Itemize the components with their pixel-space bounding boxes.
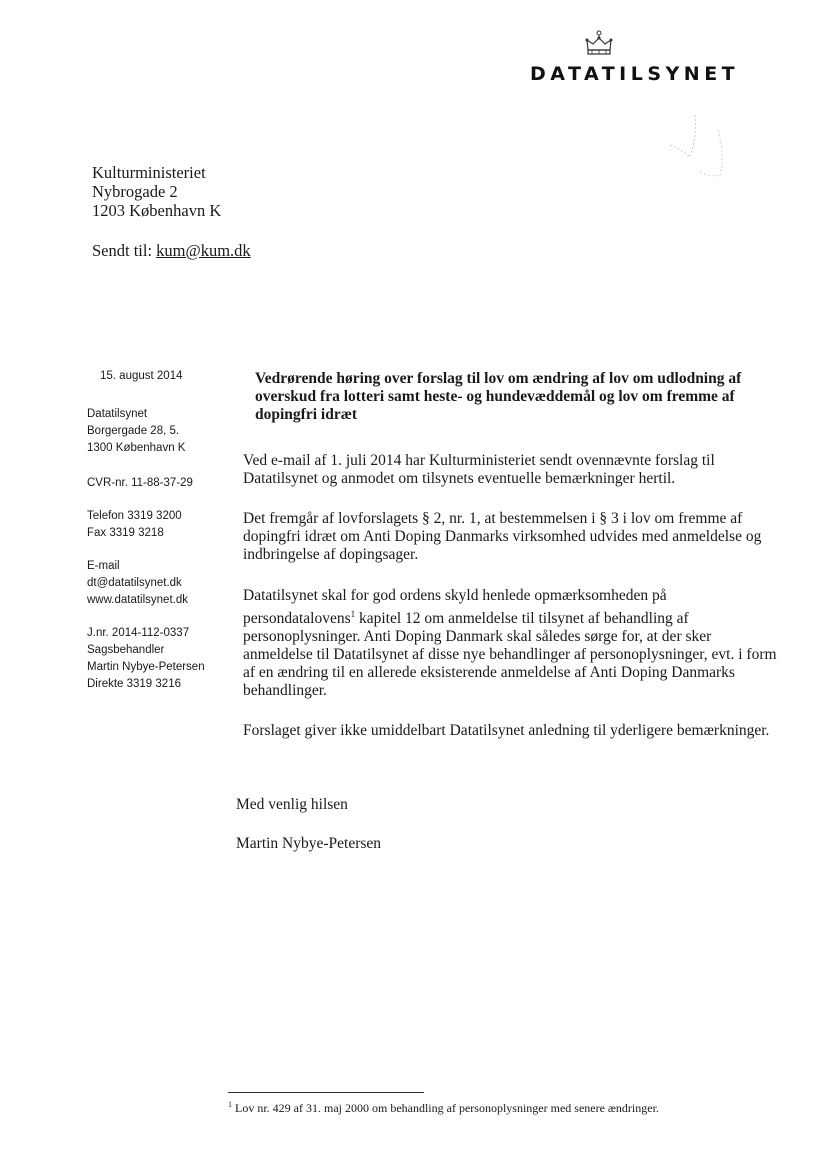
sent-to-email-link[interactable]: kum@kum.dk (156, 241, 251, 260)
email-label: E-mail (87, 560, 120, 572)
body-paragraph-4: Forslaget giver ikke umiddelbart Datatilsynet anledning til yderligere bemærkninger. (243, 722, 770, 739)
recipient-line: Nybrogade 2 (92, 182, 178, 201)
case-info (87, 625, 205, 693)
phone-number: Telefon 3319 3200 (87, 510, 182, 522)
sent-to (92, 241, 251, 261)
paragraph-3-text-b: kapitel 12 om anmeldelse til tilsynet af behandling af personoplysninger. Anti Doping Danmark skal således sørge for, at der sker anmeldelse til Datatilsynet af disse nye behandlinger af personoplysninger, evt. i form af en ændring til en allerede eksisterende anmeldelse af Anti Doping Danmarks behandlinger. (243, 610, 777, 700)
recipient-line: Kulturministeriet (92, 163, 206, 182)
paragraph-3-text-a: Datatilsynet skal for god ordens skyld henlede opmærksomheden på persondatalovens (243, 587, 667, 628)
sender-online (87, 558, 188, 609)
body-paragraph-3 (243, 587, 778, 700)
letter-date: 15. august 2014 (100, 370, 183, 382)
fax-number: Fax 3319 3218 (87, 527, 164, 539)
footnote-divider (228, 1092, 424, 1093)
body-paragraph-1: Ved e-mail af 1. juli 2014 har Kulturministeriet sendt ovennævnte forslag til Datatilsynet og anmodet om tilsynets eventuelle bemærkninger hertil. (243, 452, 715, 487)
letter-subject: Vedrørende høring over forslag til lov om ændring af lov om udlodning af overskud fra lotteri samt heste- og hundevæddemål og lov om fremme af dopingfri idræt (255, 370, 742, 423)
website-link[interactable]: www.datatilsynet.dk (87, 594, 188, 606)
footnote (228, 1100, 659, 1116)
journal-number: J.nr. 2014-112-0337 (87, 627, 190, 639)
sent-to-label: Sendt til: (92, 241, 153, 260)
sender-email-link[interactable]: dt@datatilsynet.dk (87, 577, 182, 589)
recipient-line: 1203 København K (92, 201, 222, 220)
closing: Med venlig hilsen (236, 796, 348, 813)
footnote-text: Lov nr. 429 af 31. maj 2000 om behandling af personoplysninger med senere ændringer. (232, 1101, 659, 1115)
recipient-address (92, 163, 221, 220)
sender-street: Borgergade 28, 5. (87, 425, 180, 437)
cvr-number: CVR-nr. 11-88-37-29 (87, 477, 193, 489)
footnote-marker: 1 (228, 1100, 232, 1109)
body-paragraph-2: Det fremgår af lovforslagets § 2, nr. 1, at bestemmelsen i § 3 i lov om fremme af dopingfri idræt om Anti Doping Danmarks virksomhed udvides med anmeldelse og indbringelse af dopingsager. (243, 510, 762, 563)
case-handler-label: Sagsbehandler (87, 644, 165, 656)
sender-contact (87, 508, 182, 542)
signature-name: Martin Nybye-Petersen (236, 835, 382, 852)
sender-city: 1300 København K (87, 442, 186, 454)
handwritten-mark-icon (640, 105, 740, 185)
case-handler-name: Martin Nybye-Petersen (87, 661, 205, 673)
crown-icon (584, 30, 614, 58)
direct-phone: Direkte 3319 3216 (87, 678, 181, 690)
footnote-ref: 1 (350, 609, 356, 619)
sender-org-name: Datatilsynet (87, 408, 148, 420)
brand-name: DATATILSYNET (530, 63, 740, 85)
sender-address (87, 406, 185, 457)
